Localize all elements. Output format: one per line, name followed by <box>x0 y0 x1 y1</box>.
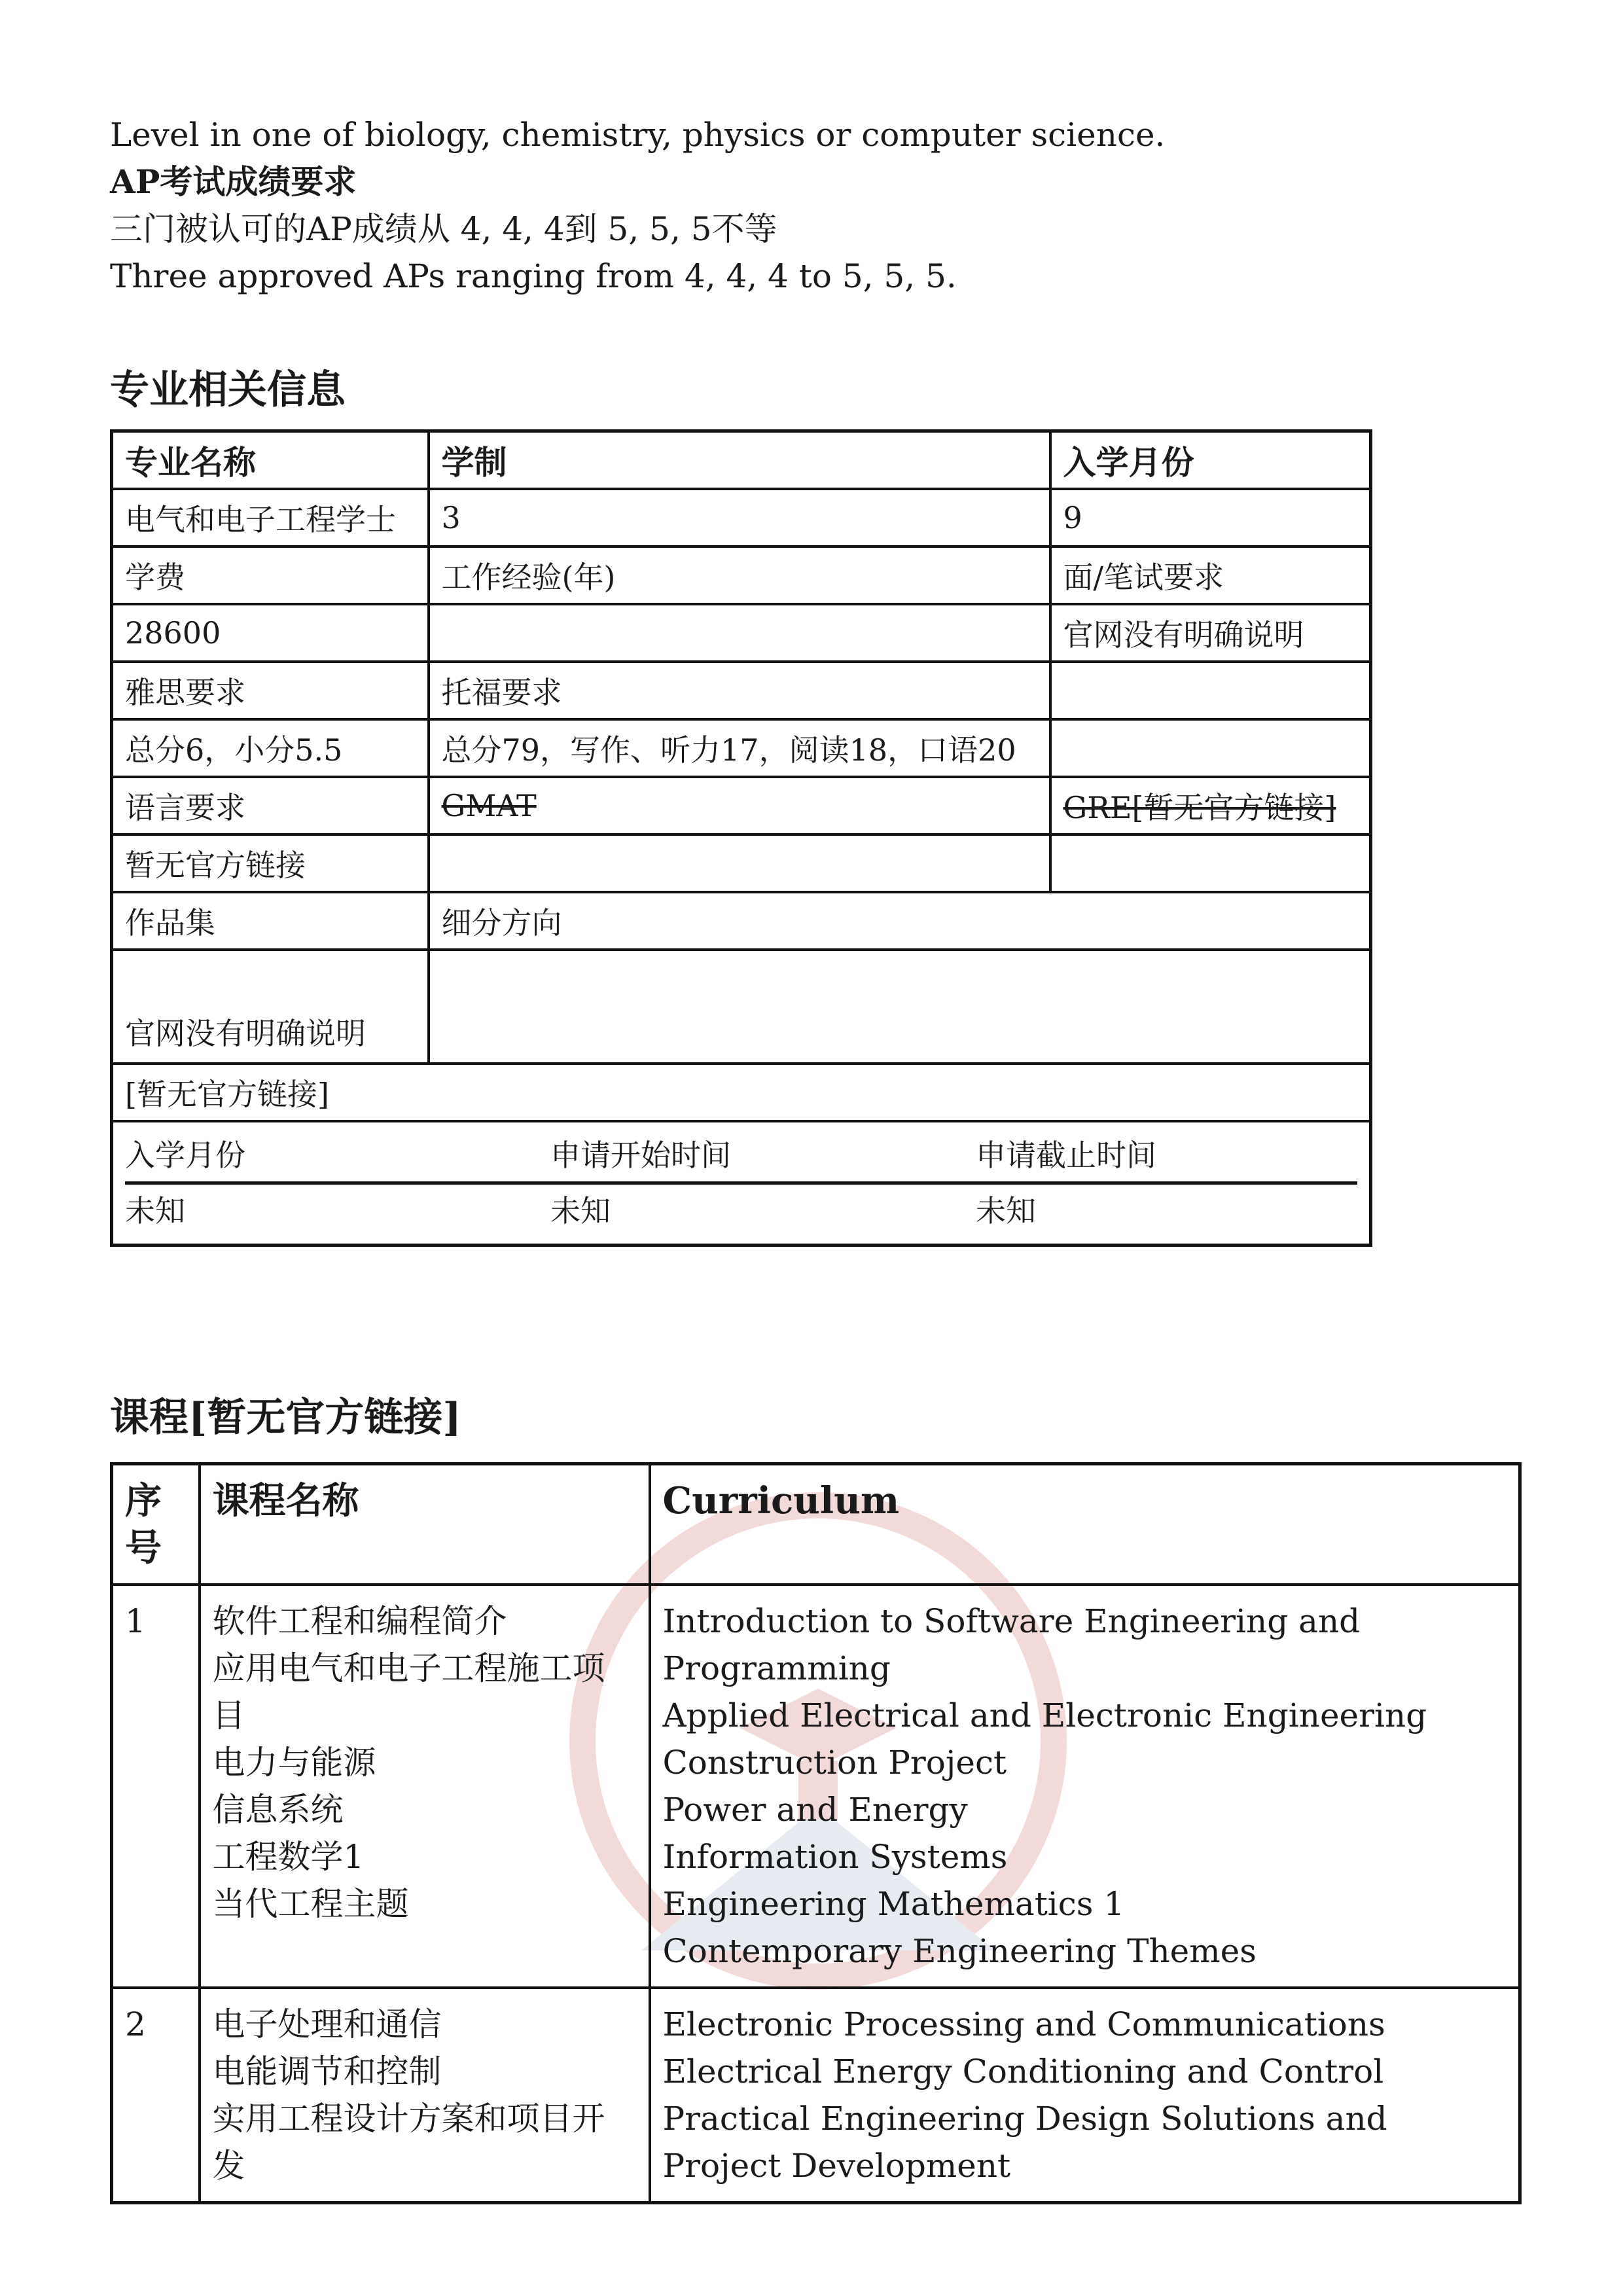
list-item: 电子处理和通信 <box>212 2005 442 2043</box>
tuition-value: 28600 <box>112 604 429 662</box>
portfolio-value: 官网没有明确说明 <box>112 950 429 1064</box>
label-portfolio: 作品集 <box>112 892 429 950</box>
list-item: 应用电气和电子工程施工项目 <box>212 1649 605 1734</box>
table-row <box>112 604 1371 662</box>
official-link: [暂无官方链接] <box>112 1064 1371 1121</box>
table-row <box>112 950 1371 1064</box>
ap-requirement-title: AP考试成绩要求 <box>110 162 357 201</box>
table-row <box>112 834 1371 892</box>
work-experience-value <box>429 604 1050 662</box>
table-row <box>112 1464 1520 1585</box>
header-intake-month: 入学月份 <box>1050 431 1371 490</box>
table-row <box>112 1988 1520 2203</box>
intro-block <box>110 111 1165 300</box>
duration: 3 <box>429 489 1050 547</box>
table-row <box>112 547 1371 604</box>
list-item: 电能调节和控制 <box>212 2053 442 2090</box>
table-row <box>112 1121 1371 1246</box>
list-item: Electrical Energy Conditioning and Control <box>662 2053 1384 2090</box>
header-duration: 学制 <box>429 431 1050 490</box>
list-item: Power and Energy <box>662 1791 968 1829</box>
header-course-name: 课程名称 <box>200 1464 650 1585</box>
list-item: 信息系统 <box>212 1791 344 1829</box>
table-row <box>112 777 1371 834</box>
list-item: Applied Electrical and Electronic Engineering Construction Project <box>662 1696 1427 1782</box>
header-number: 序号 <box>112 1464 200 1585</box>
table-row <box>112 489 1371 547</box>
toefl-value: 总分79，写作、听力17，阅读18，口语20 <box>429 719 1050 777</box>
ap-requirement-en: Three approved APs ranging from 4, 4, 4 to 5, 5, 5. <box>110 257 957 295</box>
direction-value <box>429 950 1371 1064</box>
dates-month-value: 未知 <box>125 1193 185 1229</box>
course-number: 2 <box>112 1988 200 2203</box>
header-major-name: 专业名称 <box>112 431 429 490</box>
course-names-cn <box>200 1988 650 2203</box>
label-gmat <box>429 777 1050 834</box>
label-work-experience: 工作经验(年) <box>429 547 1050 604</box>
list-item: 工程数学1 <box>212 1838 365 1876</box>
language-value: 暂无官方链接 <box>112 834 429 892</box>
empty-cell <box>429 834 1050 892</box>
list-item: 当代工程主题 <box>212 1885 409 1923</box>
label-toefl: 托福要求 <box>429 662 1050 719</box>
course-names-cn <box>200 1585 650 1988</box>
list-item: Introduction to Software Engineering and Programming <box>662 1602 1361 1687</box>
header-curriculum: Curriculum <box>650 1464 1520 1585</box>
list-item: Information Systems <box>662 1838 1008 1876</box>
major-info-table <box>110 429 1372 1247</box>
course-table <box>110 1462 1522 2204</box>
list-item: Engineering Mathematics 1 <box>662 1885 1125 1923</box>
list-item: Electronic Processing and Communications <box>662 2005 1385 2043</box>
empty-cell <box>1050 719 1371 777</box>
list-item: 实用工程设计方案和项目开发 <box>212 2100 605 2185</box>
label-interview: 面/笔试要求 <box>1050 547 1371 604</box>
major-name: 电气和电子工程学士 <box>112 489 429 547</box>
interview-value: 官网没有明确说明 <box>1050 604 1371 662</box>
dates-header-end: 申请截止时间 <box>976 1138 1156 1173</box>
gmat-text: GMAT <box>441 788 537 823</box>
course-heading: 课程[暂无官方链接] <box>110 1395 461 1441</box>
dates-header-month: 入学月份 <box>125 1138 245 1173</box>
course-names-en <box>650 1585 1520 1988</box>
ap-requirement-cn: 三门被认可的AP成绩从 4, 4, 4到 5, 5, 5不等 <box>110 210 777 248</box>
label-tuition: 学费 <box>112 547 429 604</box>
major-info-heading: 专业相关信息 <box>110 367 346 413</box>
dates-end-value: 未知 <box>976 1193 1036 1229</box>
gre-text: GRE[暂无官方链接] <box>1063 790 1336 825</box>
label-ielts: 雅思要求 <box>112 662 429 719</box>
label-gre <box>1050 777 1371 834</box>
ielts-value: 总分6，小分5.5 <box>112 719 429 777</box>
empty-cell <box>1050 834 1371 892</box>
table-row <box>112 431 1371 490</box>
empty-cell <box>1050 662 1371 719</box>
course-names-en <box>650 1988 1520 2203</box>
label-language: 语言要求 <box>112 777 429 834</box>
table-row <box>112 892 1371 950</box>
table-row <box>112 1585 1520 1988</box>
intake-month: 9 <box>1050 489 1371 547</box>
list-item: 电力与能源 <box>212 1744 376 1782</box>
label-direction: 细分方向 <box>429 892 1371 950</box>
table-row <box>112 662 1371 719</box>
list-item: Contemporary Engineering Themes <box>662 1932 1257 1970</box>
intro-requirement-line: Level in one of biology, chemistry, physics or computer science. <box>110 116 1166 154</box>
table-row <box>112 719 1371 777</box>
table-row <box>112 1064 1371 1121</box>
list-item: 软件工程和编程简介 <box>212 1602 507 1640</box>
application-dates <box>112 1121 1371 1246</box>
course-number: 1 <box>112 1585 200 1988</box>
list-item: Practical Engineering Design Solutions and Project Development <box>662 2100 1387 2185</box>
dates-header-start: 申请开始时间 <box>550 1138 731 1173</box>
dates-start-value: 未知 <box>550 1193 611 1229</box>
